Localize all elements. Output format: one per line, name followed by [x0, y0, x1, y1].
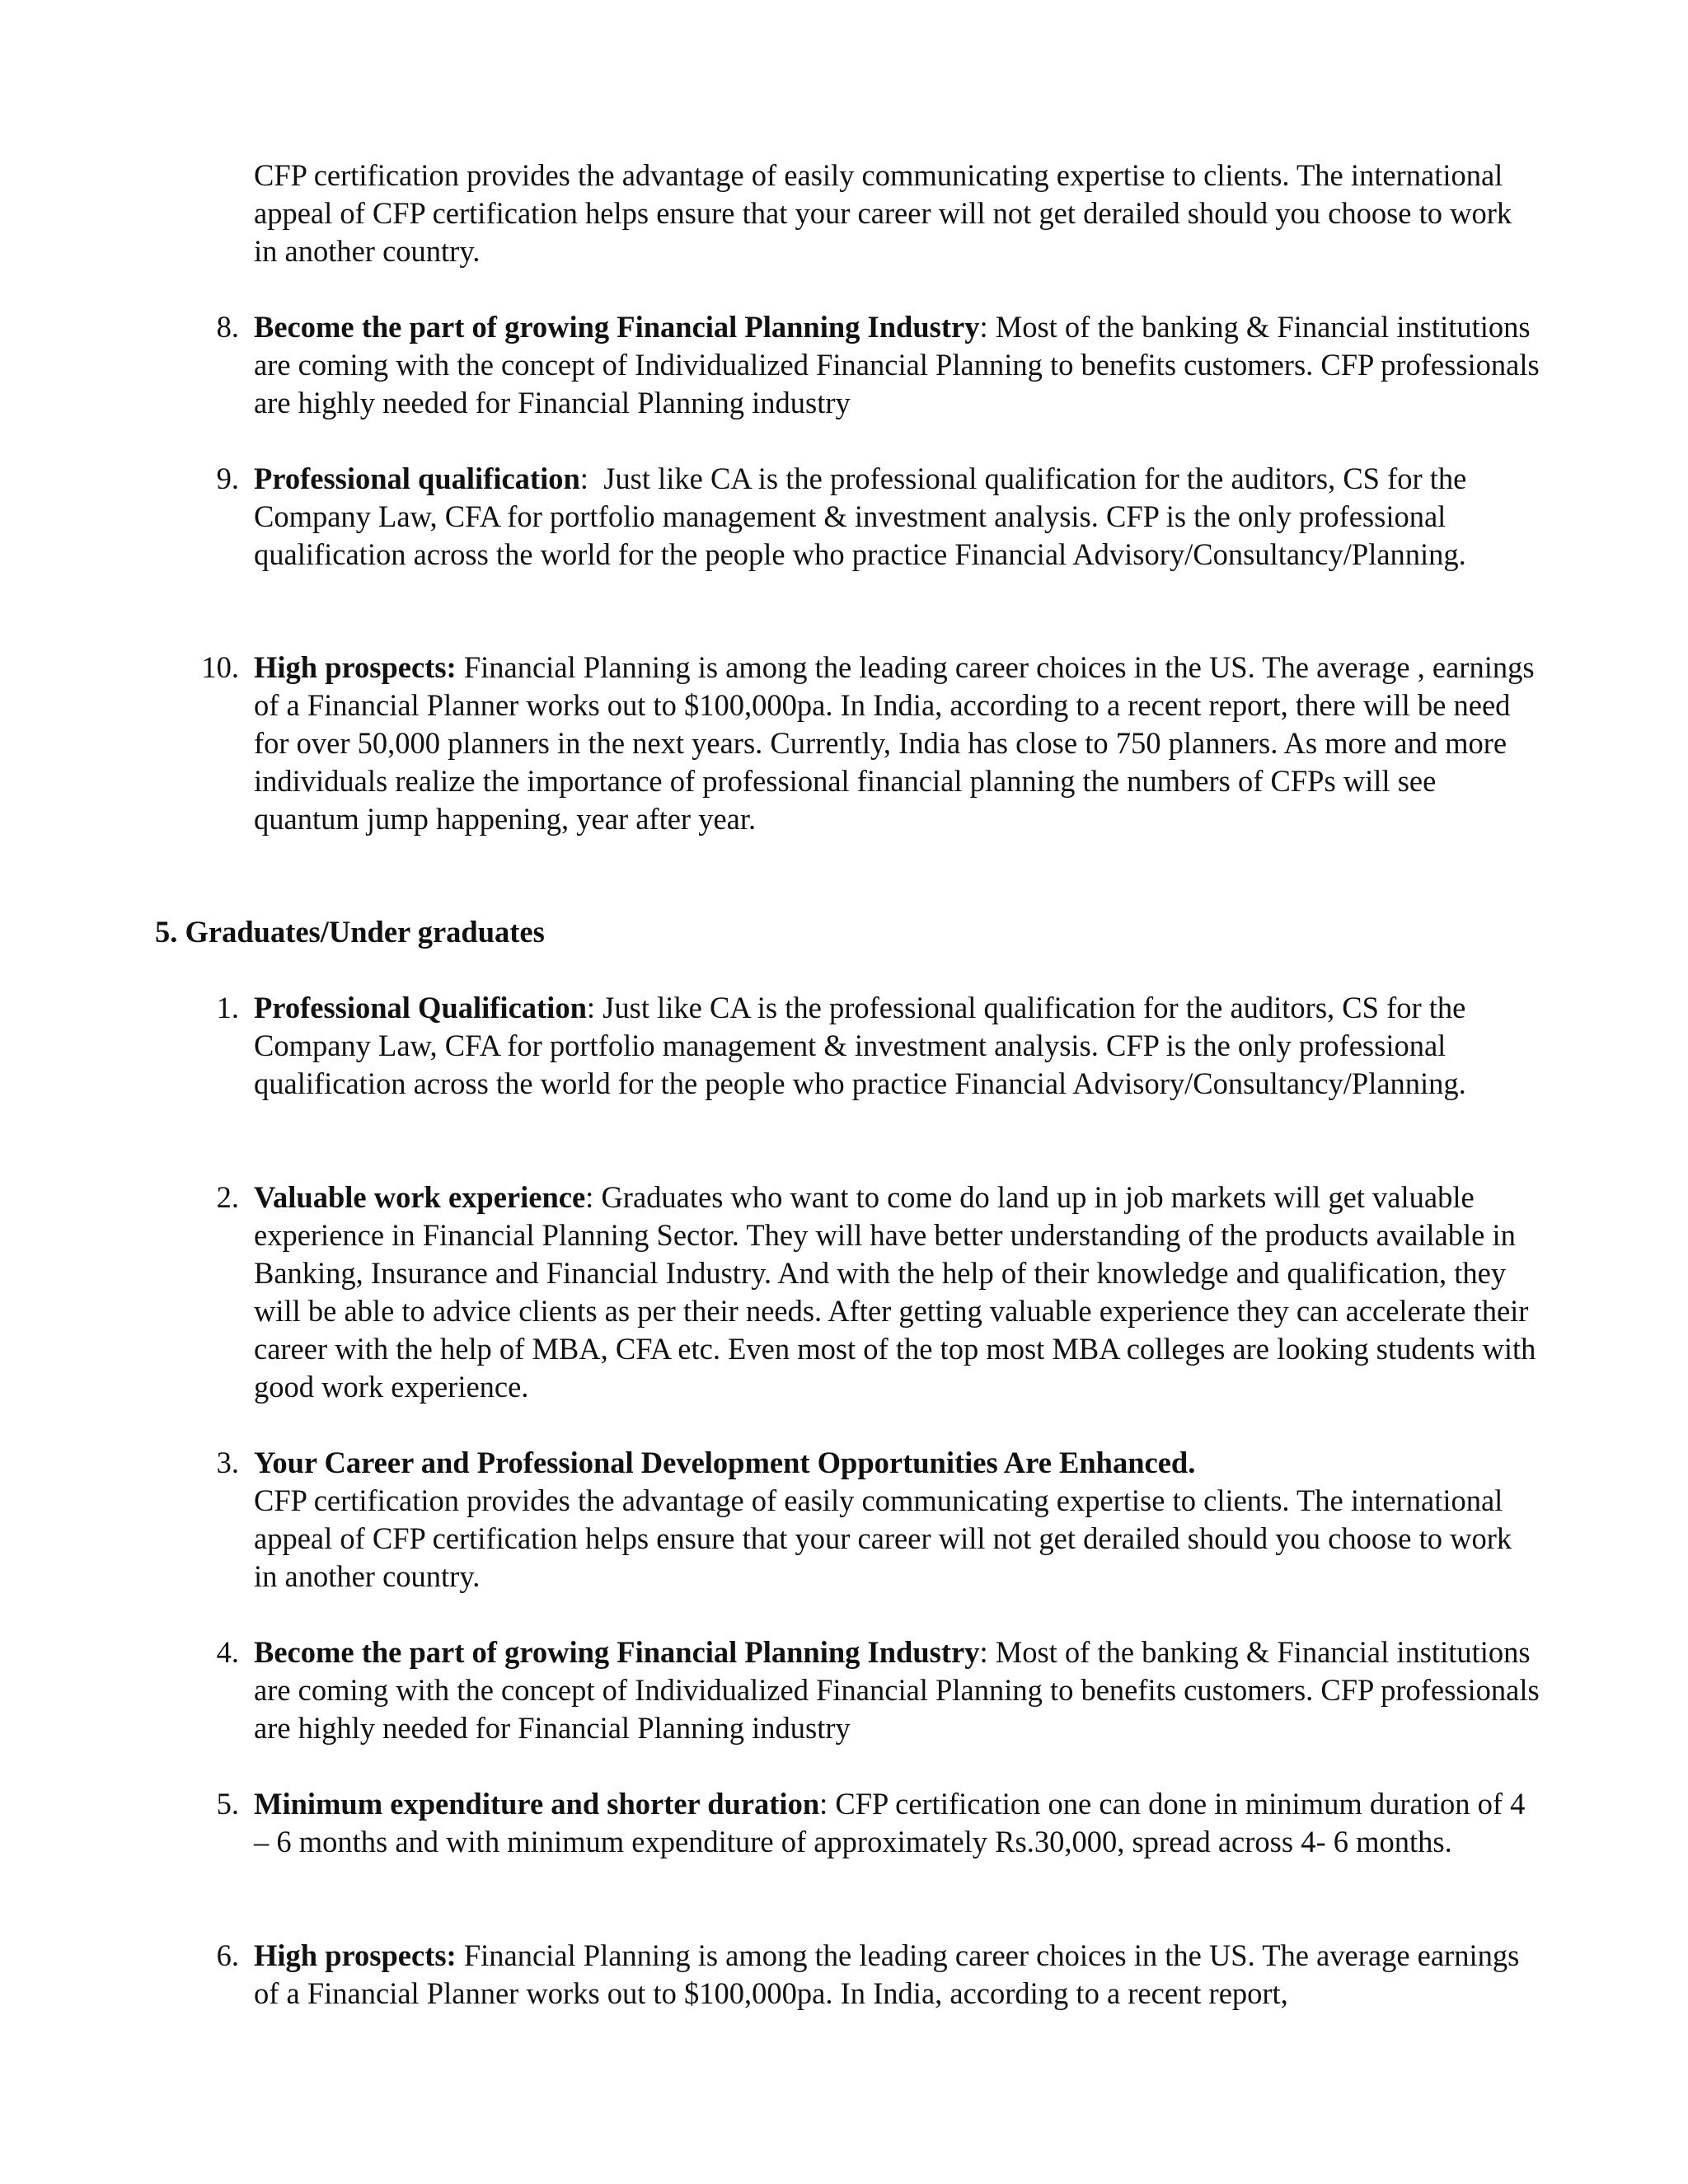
list-item-number: 6. — [216, 1938, 239, 1972]
list-item-number: 10. — [201, 650, 239, 684]
list-item — [216, 1633, 1540, 1747]
list-item — [216, 308, 1540, 422]
list-item-text: Just like CA is the professional qualification for the auditors, CS for the Company Law, CFA for portfolio management & investment analysis. CFP is the only professional qualification across the world for the people who practice Financial Advisory/Consultancy/Planning. — [254, 462, 1467, 571]
list-item-number: 8. — [216, 310, 239, 344]
list-item-number: 9. — [216, 462, 239, 495]
list-item-text: Just like CA is the professional qualification for the auditors, CS for the Company Law, CFA for portfolio management & investment analysis. CFP is the only professional qualification across the world for the people who practice Financial Advisory/Consultancy/Planning. — [254, 991, 1466, 1100]
list-item-text: CFP certification provides the advantage of easily communicating expertise to clients. The international appeal of CFP certification helps ensure that your career will not get derailed should you choose to work in another country. — [254, 1483, 1512, 1593]
list-item-title: Become the part of growing Financial Planning Industry — [254, 310, 980, 344]
list-item-number: 2. — [216, 1180, 239, 1214]
list-item-separator: : — [979, 310, 996, 344]
list-item-title: Your Career and Professional Development Opportunities Are Enhanced. — [254, 1446, 1196, 1479]
list-item — [201, 649, 1540, 838]
list-item — [216, 1937, 1540, 2013]
list-item-separator: : — [585, 1180, 602, 1214]
list-item-separator: : — [579, 462, 604, 495]
list-item-text: Most of the banking & Financial institutions are coming with the concept of Individualized Financial Planning to benefits customers. CFP professionals are highly needed for Financial Planning industry — [254, 310, 1540, 419]
list-item — [216, 1444, 1540, 1596]
list-item-separator: : — [979, 1635, 996, 1669]
list-item — [216, 989, 1540, 1103]
list-item-title: Minimum expenditure and shorter duration — [254, 1787, 820, 1821]
list-item-text: Financial Planning is among the leading career choices in the US. The average earnings of a Financial Planner works out to $100,000pa. In India, according to a recent report, — [254, 1938, 1520, 2010]
list-item-title: Professional Qualification — [254, 991, 587, 1024]
section-heading: 5. Graduates/Under graduates — [155, 915, 545, 949]
list-item-text: Financial Planning is among the leading career choices in the US. The average , earnings of a Financial Planner works out to $100,000pa. In India, according to a recent report, there will be need for over 50,000 planners in the next years. Currently, India has close to 750 planners. As more and more individuals realize the importance of professional financial planning the numbers of CFPs will see quantum jump happening, year after year. — [254, 650, 1535, 836]
list-item — [216, 1179, 1540, 1406]
list-item-text: Graduates who want to come do land up in job markets will get valuable experience in Financial Planning Sector. They will have better understanding of the products available in Banking, Insurance and Financial Industry. And with the help of their knowledge and qualification, they will be able to advice clients as per their needs. After getting valuable experience they can accelerate their career with the help of MBA, CFA etc. Even most of the top most MBA colleges are looking students with good work experience. — [254, 1180, 1536, 1404]
list-item-number: 5. — [216, 1787, 239, 1821]
list-item-title: Valuable work experience — [254, 1180, 586, 1214]
list-item-separator: : — [586, 991, 603, 1024]
intro-paragraph: CFP certification provides the advantage of easily communicating expertise to clients. The international appeal of CFP certification helps ensure that your career will not get derailed should you choose to work in another country. — [254, 158, 1512, 268]
list-item-separator — [457, 650, 464, 684]
list-item-text: Most of the banking & Financial institutions are coming with the concept of Individualized Financial Planning to benefits customers. CFP professionals are highly needed for Financial Planning industry — [254, 1635, 1540, 1745]
list-item — [216, 1785, 1540, 1861]
list-item-text: CFP certification one can done in minimum duration of 4 – 6 months and with minimum expenditure of approximately Rs.30,000, spread across 4- 6 months. — [254, 1787, 1526, 1858]
list-item-separator — [457, 1938, 464, 1972]
list-item-number: 3. — [216, 1446, 239, 1479]
list-item-title: Professional qualification — [254, 462, 580, 495]
list-item-title: High prospects: — [254, 650, 457, 684]
list-item — [216, 460, 1540, 574]
list-item-title: Become the part of growing Financial Planning Industry — [254, 1635, 980, 1669]
list-item-number: 4. — [216, 1635, 239, 1669]
list-item-number: 1. — [216, 991, 239, 1024]
list-item-title: High prospects: — [254, 1938, 457, 1972]
list-item-separator: : — [819, 1787, 836, 1821]
